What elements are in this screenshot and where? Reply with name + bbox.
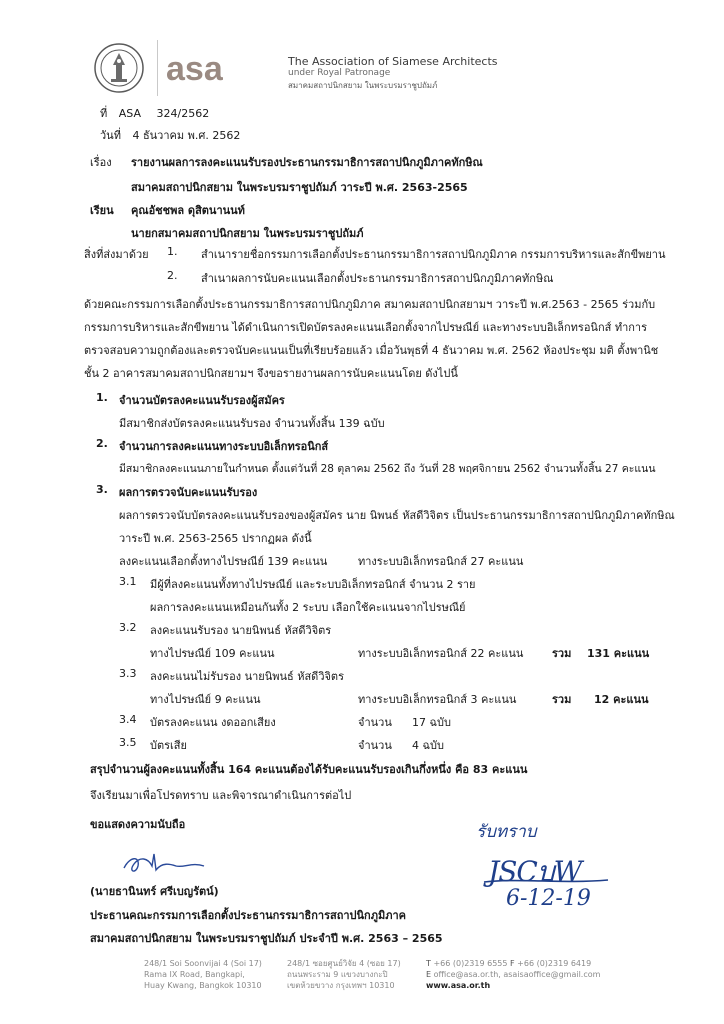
sub-3-4-label: บัตรลงคะแนน งดออกเสียง xyxy=(150,716,276,729)
sub-3-2-postal: ทางไปรษณีย์ 109 คะแนน xyxy=(150,647,275,660)
signer-title-2: สมาคมสถาปนิกสยาม ในพระบรมราชูปถัมภ์ ประจำปี พ.ศ. 2563 – 2565 xyxy=(90,932,443,945)
footer-website-link[interactable]: www.asa.or.th xyxy=(426,981,491,990)
regards: ขอแสดงความนับถือ xyxy=(90,818,186,831)
section-3-electronic: ทางระบบอิเล็กทรอนิกส์ 27 คะแนน xyxy=(358,555,524,568)
to-label: เรียน xyxy=(90,204,114,217)
ref-label: ที่ xyxy=(100,107,108,120)
footer-email-line xyxy=(426,969,626,980)
section-2-title: จำนวนการลงคะแนนทางระบบอิเล็กทรอนิกส์ xyxy=(119,440,329,453)
sub-3-1-line-1: มีผู้ที่ลงคะแนนทั้งทางไปรษณีย์ และระบบอิเล็กทรอนิกส์ จำนวน 2 ราย xyxy=(150,578,476,591)
footer-address-en xyxy=(144,958,269,991)
org-subtitle: under Royal Patronage xyxy=(288,68,391,78)
section-3-body-2: วาระปี พ.ศ. 2563-2565 ปรากฏผล ดังนี้ xyxy=(119,532,312,545)
footer-address-th-line: เขตห้วยขวาง กรุงเทพฯ 10310 xyxy=(287,981,395,990)
section-3-num: 3. xyxy=(96,483,108,496)
sub-3-3-total: 12 คะแนน xyxy=(594,693,649,706)
subject-line-2: สมาคมสถาปนิกสยาม ในพระบรมราชูปถัมภ์ วาระปี พ.ศ. 2563-2565 xyxy=(131,181,468,194)
signer-signature xyxy=(118,848,210,878)
handwritten-initials: JSCบW xyxy=(488,855,582,888)
sub-3-5-count: 4 ฉบับ xyxy=(412,739,444,752)
sub-3-4-count: 17 ฉบับ xyxy=(412,716,451,729)
fax-value: +66 (0)2319 6419 xyxy=(517,959,592,968)
footer-address-th-line: ถนนพระราม 9 แขวงบางกะปิ xyxy=(287,970,388,979)
tel-value: +66 (0)2319 6555 xyxy=(433,959,508,968)
date-line xyxy=(100,126,240,144)
sub-3-4-num: 3.4 xyxy=(119,713,137,726)
section-1-body: มีสมาชิกส่งบัตรลงคะแนนรับรอง จำนวนทั้งสิ้น 139 ฉบับ xyxy=(119,417,385,430)
sub-3-1-line-2: ผลการลงคะแนนเหมือนกันทั้ง 2 ระบบ เลือกใช้คะแนนจากไปรษณีย์ xyxy=(150,601,466,614)
footer-address-en-line: Rama IX Road, Bangkapi, xyxy=(144,970,245,979)
handwritten-note: รับทราบ xyxy=(476,822,537,842)
subject-line-1: รายงานผลการลงคะแนนรับรองประธานกรรมาธิการสถาปนิกภูมิภาคทักษิณ xyxy=(131,156,483,169)
sub-3-3-num: 3.3 xyxy=(119,667,137,680)
enclosures-label: สิ่งที่ส่งมาด้วย xyxy=(84,248,149,261)
footer-address-th xyxy=(287,958,412,991)
ref-org: ASA xyxy=(118,107,142,120)
sub-3-5-num: 3.5 xyxy=(119,736,137,749)
footer-contact xyxy=(426,958,626,991)
date-value: 4 ธันวาคม พ.ศ. 2562 xyxy=(132,129,241,142)
enclosure-text-2: สำเนาผลการนับคะแนนเลือกตั้งประธานกรรมาธิการสถาปนิกภูมิภาคทักษิณ xyxy=(201,272,554,285)
section-3-title: ผลการตรวจนับคะแนนรับรอง xyxy=(119,486,258,499)
footer-address-th-line: 248/1 ซอยศูนย์วิจัย 4 (ซอย 17) xyxy=(287,959,401,968)
org-name-en: The Association of Siamese Architects xyxy=(288,55,498,68)
sub-3-2-title: ลงคะแนนรับรอง นายนิพนธ์ หัสดีวิจิตร xyxy=(150,624,332,637)
enclosure-num-2: 2. xyxy=(167,269,178,282)
asa-wordmark-logo xyxy=(166,52,256,86)
footer-address-en-line: 248/1 Soi Soonvijai 4 (Soi 17) xyxy=(144,959,262,968)
sub-3-1-num: 3.1 xyxy=(119,575,137,588)
tel-label: T xyxy=(426,959,431,968)
closing-request: จึงเรียนมาเพื่อโปรดทราบ และพิจารณาดำเนินการต่อไป xyxy=(90,789,352,802)
asa-seal-logo xyxy=(94,43,144,93)
sub-3-3-electronic: ทางระบบอิเล็กทรอนิกส์ 3 คะแนน xyxy=(358,693,517,706)
section-2-body: มีสมาชิกลงคะแนนภายในกำหนด ตั้งแต่วันที่ 28 ตุลาคม 2562 ถึง วันที่ 28 พฤศจิกายน 2562 จำนวนทั้งสิ้น 27 คะแนน xyxy=(119,463,656,475)
subject-label: เรื่อง xyxy=(90,156,112,169)
email-value[interactable]: office@asa.or.th, asaisaoffice@gmail.com xyxy=(433,970,601,979)
signer-name: (นายธานินทร์ ศรีเบญรัตน์) xyxy=(90,885,219,898)
date-label: วันที่ xyxy=(100,129,121,142)
to-line-2: นายกสมาคมสถาปนิกสยาม ในพระบรมราชูปถัมภ์ xyxy=(131,227,364,240)
section-3-body-1: ผลการตรวจนับบัตรลงคะแนนรับรองของผู้สมัคร นาย นิพนธ์ หัสดีวิจิตร เป็นประธานกรรมาธิการสถาปนิกภูมิภาคทักษิณ xyxy=(119,509,675,522)
summary-line: สรุปจำนวนผู้ลงคะแนนทั้งสิ้น 164 คะแนนต้องได้รับคะแนนรับรองเกินกึ่งหนึ่ง คือ 83 คะแนน xyxy=(90,763,528,776)
sub-3-2-electronic: ทางระบบอิเล็กทรอนิกส์ 22 คะแนน xyxy=(358,647,524,660)
sub-3-3-postal: ทางไปรษณีย์ 9 คะแนน xyxy=(150,693,261,706)
org-name-th: สมาคมสถาปนิกสยาม ในพระบรมราชูปถัมภ์ xyxy=(288,81,438,90)
ref-number: 324/2562 xyxy=(156,107,210,120)
svg-text:asa: asa xyxy=(166,52,223,86)
sub-3-2-num: 3.2 xyxy=(119,621,137,634)
intro-line-2: กรรมการบริหารและสักขีพยาน ได้ดำเนินการเปิดบัตรลงคะแนนเลือกตั้งจากไปรษณีย์ และทางระบบอิเล็กทรอนิกส์ ทำการ xyxy=(84,321,647,334)
sub-3-4-count-label: จำนวน xyxy=(358,716,392,729)
section-3-postal: ลงคะแนนเลือกตั้งทางไปรษณีย์ 139 คะแนน xyxy=(119,555,328,568)
sub-3-3-total-label: รวม xyxy=(552,693,572,706)
section-1-title: จำนวนบัตรลงคะแนนรับรองผู้สมัคร xyxy=(119,394,285,407)
sub-3-5-label: บัตรเสีย xyxy=(150,739,187,752)
signer-title-1: ประธานคณะกรรมการเลือกตั้งประธานกรรมาธิการสถาปนิกภูมิภาค xyxy=(90,909,407,922)
intro-line-1: ด้วยคณะกรรมการเลือกตั้งประธานกรรมาธิการสถาปนิกภูมิภาค สมาคมสถาปนิกสยามฯ วาระปี พ.ศ.2563 - 2565 ร่วมกับ xyxy=(84,298,656,311)
email-label: E xyxy=(426,970,432,979)
to-line-1: คุณอัชชพล ดุสิตนานนท์ xyxy=(131,204,245,217)
sub-3-5-count-label: จำนวน xyxy=(358,739,392,752)
intro-line-4: ชั้น 2 อาคารสมาคมสถาปนิกสยามฯ จึงขอรายงานผลการนับคะแนนโดย ดังไปนี้ xyxy=(84,367,458,380)
enclosure-num-1: 1. xyxy=(167,245,178,258)
sub-3-2-total-label: รวม xyxy=(552,647,572,660)
handwritten-date: 6-12-19 xyxy=(506,886,591,911)
enclosure-text-1: สำเนารายชื่อกรรมการเลือกตั้งประธานกรรมาธิการสถาปนิกภูมิภาค กรรมการบริหารและสักขีพยาน xyxy=(201,248,666,261)
sub-3-2-total: 131 คะแนน xyxy=(587,647,650,660)
intro-line-3: ตรวจสอบความถูกต้องและตรวจนับคะแนนเป็นที่เรียบร้อยแล้ว เมื่อวันพุธที่ 4 ธันวาคม พ.ศ. 2562 ห้องประชุม มติ ตั้งพานิช xyxy=(84,344,659,357)
footer-phone-line xyxy=(426,958,626,969)
letterhead-divider xyxy=(157,40,158,96)
section-1-num: 1. xyxy=(96,391,108,404)
sub-3-3-title: ลงคะแนนไม่รับรอง นายนิพนธ์ หัสดีวิจิตร xyxy=(150,670,344,683)
ref-line xyxy=(100,104,209,122)
footer-address-en-line: Huay Kwang, Bangkok 10310 xyxy=(144,981,262,990)
fax-label: F xyxy=(510,959,515,968)
section-2-num: 2. xyxy=(96,437,108,450)
